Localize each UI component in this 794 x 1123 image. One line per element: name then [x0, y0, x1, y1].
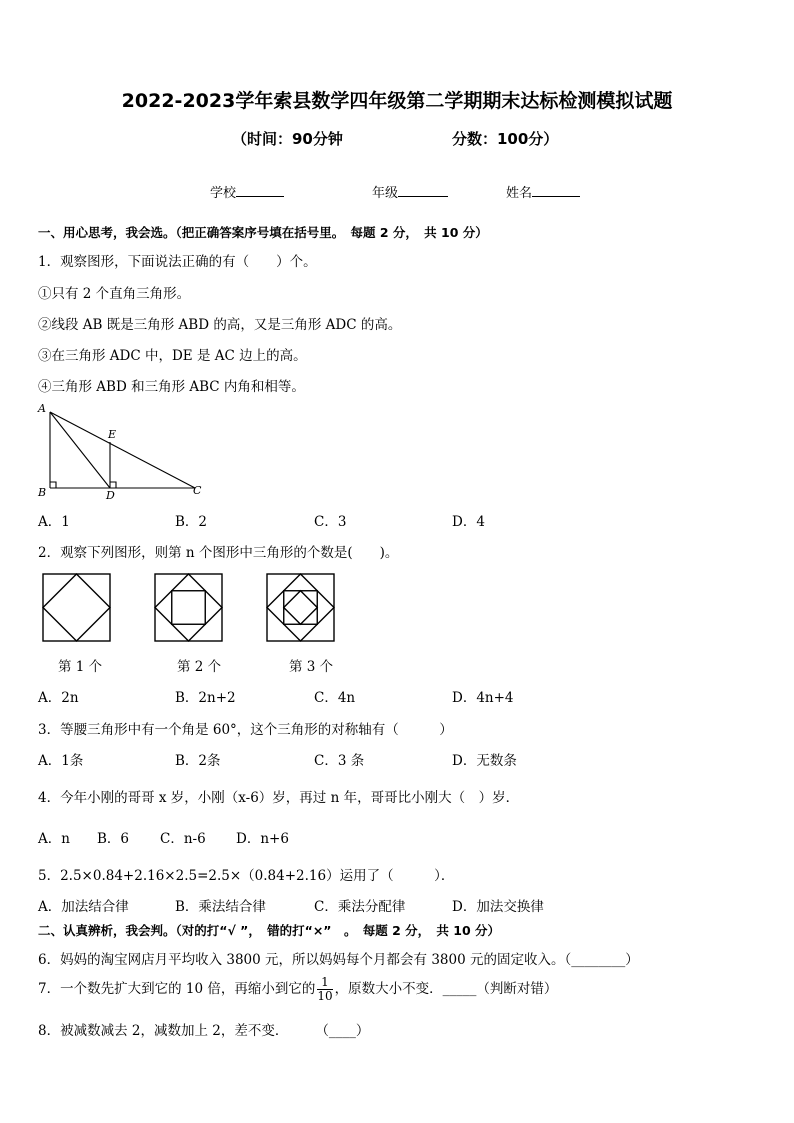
q7-fraction [317, 976, 332, 1003]
segment-ac [50, 412, 195, 488]
q2-caption-1: 第 1 个 [58, 659, 103, 675]
q4-option-d[interactable]: D．n+6 [236, 831, 289, 847]
label-a: A [38, 402, 46, 415]
q3-option-a[interactable]: A．1条 [38, 753, 84, 769]
school-field [210, 182, 284, 201]
q1-triangle-figure [30, 398, 210, 503]
q7-stem-after: ，原数大小不变．_____（判断对错） [334, 981, 558, 997]
section1-heading: 一、用心思考，我会选。（把正确答案序号填在括号里。 每题 2 分， 共 10 分） [38, 225, 488, 240]
q1-option-d[interactable]: D．4 [452, 514, 485, 530]
label-c: C [193, 484, 202, 497]
q1-statement-4: ④三角形 ABD 和三角形 ABC 内角和相等。 [38, 379, 305, 395]
q8-stem: 8．被减数减去 2，减数加上 2，差不变． （____） [38, 1023, 370, 1039]
q5-option-b[interactable]: B．乘法结合律 [175, 899, 266, 915]
q6-stem: 6．妈妈的淘宝网店月平均收入 3800 元，所以妈妈每个月都会有 3800 元的固定收入。（________） [38, 952, 639, 968]
grade-field [372, 182, 448, 201]
school-label: 学校 [210, 186, 237, 201]
q2-option-b[interactable]: B．2n+2 [175, 690, 236, 706]
label-b: B [38, 486, 47, 499]
q2-option-a[interactable]: A．2n [38, 690, 79, 706]
q2-caption-3: 第 3 个 [289, 659, 334, 675]
grade-label: 年级 [372, 186, 399, 201]
q7-fraction-numerator: 1 [317, 976, 332, 990]
name-blank[interactable] [532, 184, 580, 197]
q3-option-d[interactable]: D．无数条 [452, 753, 517, 769]
q1-option-c[interactable]: C．3 [314, 514, 347, 530]
right-angle-mark-d [110, 482, 116, 488]
q1-option-a[interactable]: A．1 [38, 514, 70, 530]
q2-stem: 2．观察下列图形，则第 n 个图形中三角形的个数是( )。 [38, 545, 399, 561]
q1-option-b[interactable]: B．2 [175, 514, 208, 530]
q1-statement-1: ①只有 2 个直角三角形。 [38, 286, 191, 302]
q2-figure-1 [42, 573, 112, 643]
school-blank[interactable] [236, 184, 284, 197]
name-field [506, 182, 580, 201]
page-title: 2022-2023学年索县数学四年级第二学期期末达标检测模拟试题 [121, 90, 673, 112]
grade-blank[interactable] [398, 184, 448, 197]
q2-figure-2 [154, 573, 224, 643]
q7-stem-before: 7．一个数先扩大到它的 10 倍，再缩小到它的 [38, 981, 316, 997]
q5-option-d[interactable]: D．加法交换律 [452, 899, 544, 915]
q5-option-c[interactable]: C．乘法分配律 [314, 899, 406, 915]
q1-statement-3: ③在三角形 ADC 中，DE 是 AC 边上的高。 [38, 348, 307, 364]
q2-option-d[interactable]: D．4n+4 [452, 690, 514, 706]
q2-caption-2: 第 2 个 [177, 659, 222, 675]
section2-heading: 二、认真辨析，我会判。（对的打“√ ”， 错的打“×” 。 每题 2 分， 共 10 分） [38, 923, 501, 938]
q5-option-a[interactable]: A．加法结合律 [38, 899, 129, 915]
q7-stem [38, 976, 557, 1003]
score-label: 分数：100分） [452, 130, 559, 148]
q4-stem: 4．今年小刚的哥哥 x 岁，小刚（x-6）岁，再过 n 年，哥哥比小刚大（ ）岁． [38, 790, 520, 806]
time-label: （时间：90分钟 [232, 130, 343, 148]
q7-fraction-denominator: 10 [317, 989, 333, 1003]
q3-option-b[interactable]: B．2条 [175, 753, 221, 769]
q5-stem: 5．2.5×0.84+2.16×2.5=2.5×（0.84+2.16）运用了（ ）． [38, 868, 455, 884]
label-e: E [108, 428, 117, 441]
segment-ad [50, 412, 110, 488]
q4-option-c[interactable]: C．n-6 [160, 831, 206, 847]
q4-option-a[interactable]: A．n [38, 831, 70, 847]
name-label: 姓名 [506, 186, 533, 201]
right-angle-mark-b [50, 482, 56, 488]
q4-option-b[interactable]: B．6 [97, 831, 130, 847]
q1-stem: 1．观察图形，下面说法正确的有（ ）个。 [38, 254, 317, 270]
q3-stem: 3．等腰三角形中有一个角是 60°，这个三角形的对称轴有（ ） [38, 722, 453, 738]
q2-figure-3 [266, 573, 336, 643]
q2-option-c[interactable]: C．4n [314, 690, 356, 706]
q1-statement-2: ②线段 AB 既是三角形 ABD 的高，又是三角形 ADC 的高。 [38, 317, 402, 333]
label-d: D [106, 489, 115, 502]
q3-option-c[interactable]: C．3 条 [314, 753, 365, 769]
